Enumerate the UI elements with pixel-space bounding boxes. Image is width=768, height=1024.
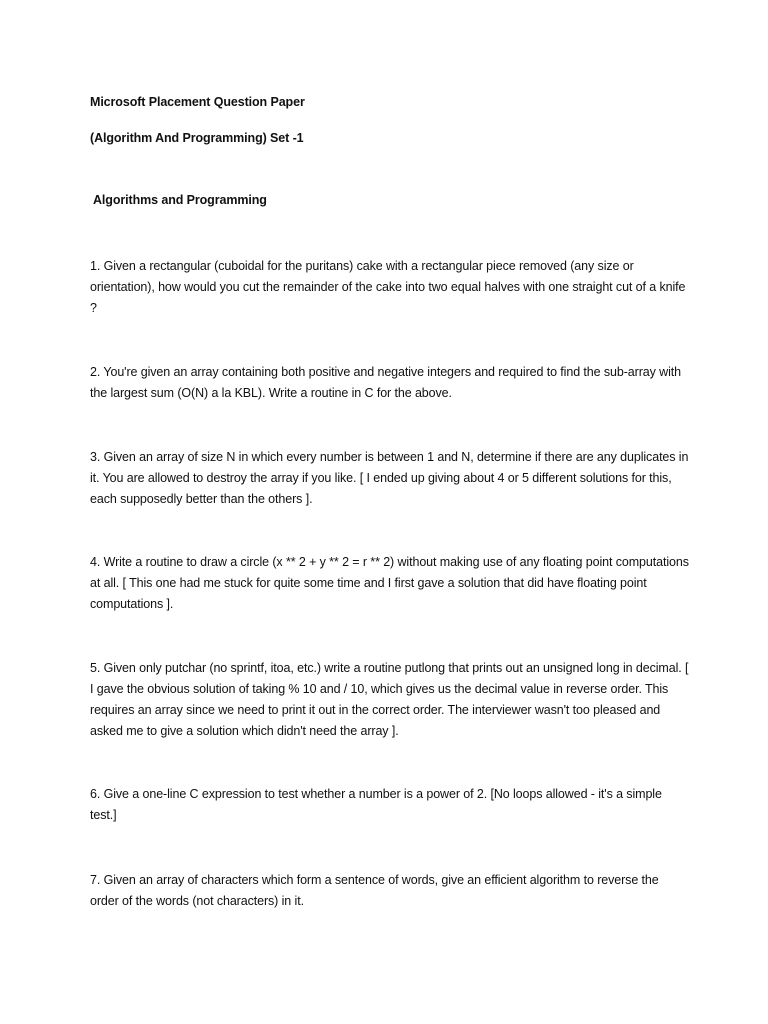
- question-2: 2. You're given an array containing both positive and negative integers and required to find the sub-array with the largest sum (O(N) a la KBL). Write a routine in C for the above.: [90, 365, 681, 400]
- document-title: Microsoft Placement Question Paper: [90, 95, 305, 109]
- question-4: 4. Write a routine to draw a circle (x ** 2 + y ** 2 = r ** 2) without making use of any floating point computations at all. [ This one had me stuck for quite some time and I first gave a solution that did have floating point computations ].: [90, 555, 689, 611]
- section-heading: Algorithms and Programming: [93, 193, 267, 207]
- question-5: 5. Given only putchar (no sprintf, itoa, etc.) write a routine putlong that prints out an unsigned long in decimal. [ I gave the obvious solution of taking % 10 and / 10, which gives us the decimal value in reverse order. This requires an array since we need to print it out in the correct order. The interviewer wasn't too pleased and asked me to give a solution which didn't need the array ].: [90, 661, 689, 738]
- question-1: 1. Given a rectangular (cuboidal for the puritans) cake with a rectangular piece removed (any size or orientation), how would you cut the remainder of the cake into two equal halves with one straight cut of a knife ?: [90, 259, 686, 315]
- document-subtitle: (Algorithm And Programming) Set -1: [90, 131, 304, 145]
- question-3: 3. Given an array of size N in which every number is between 1 and N, determine if there are any duplicates in it. You are allowed to destroy the array if you like. [ I ended up giving about 4 or 5 different solutions for this, each supposedly better than the others ].: [90, 450, 689, 506]
- question-6: 6. Give a one-line C expression to test whether a number is a power of 2. [No loops allowed - it's a simple test.]: [90, 787, 662, 822]
- question-7: 7. Given an array of characters which form a sentence of words, give an efficient algorithm to reverse the order of the words (not characters) in it.: [90, 873, 659, 908]
